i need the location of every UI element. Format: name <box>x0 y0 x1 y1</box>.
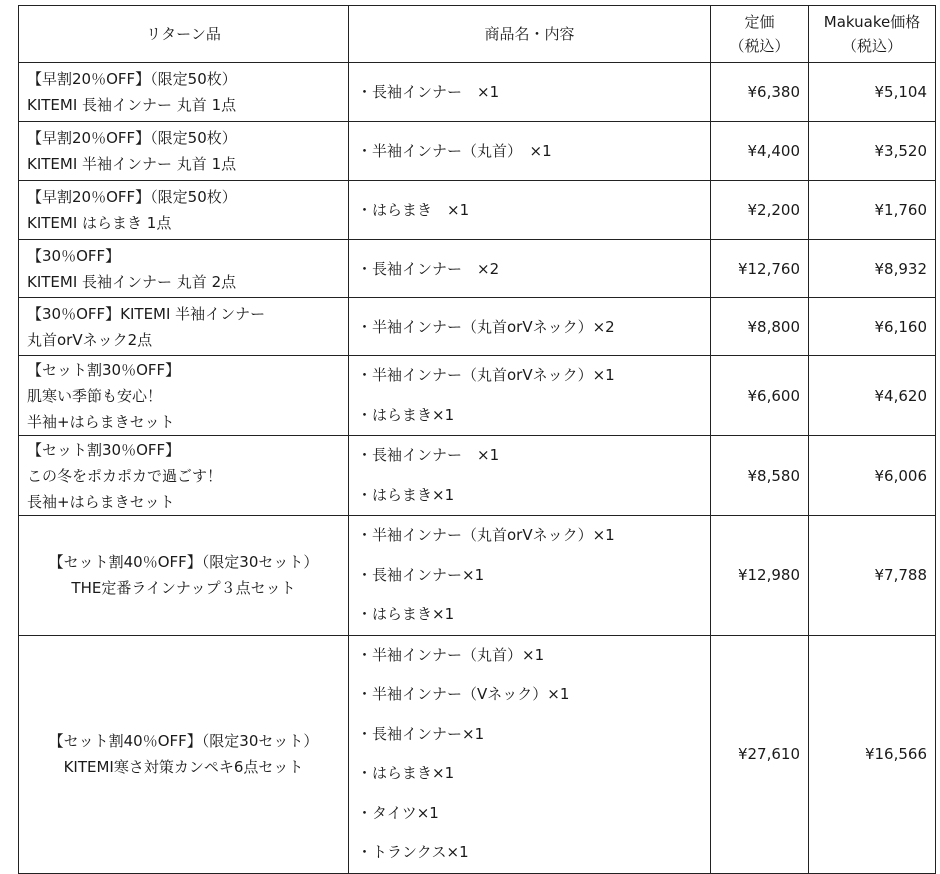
item-cell <box>19 63 349 122</box>
table-row <box>19 122 936 181</box>
item-line: 【早割20％OFF】（限定50枚） <box>27 188 237 206</box>
header-makuake-price <box>809 6 936 63</box>
table-row <box>19 181 936 240</box>
list-price: ¥27,610 <box>711 635 809 873</box>
makuake-price: ¥1,760 <box>809 181 936 240</box>
contents-line: ・半袖インナー（Vネック）×1 <box>357 685 570 703</box>
list-price: ¥6,600 <box>711 356 809 436</box>
contents-cell <box>349 635 711 873</box>
list-price: ¥12,980 <box>711 516 809 636</box>
item-line: 半袖+はらまきセット <box>27 412 175 431</box>
contents-line: ・長袖インナー×1 <box>357 565 485 584</box>
item-cell <box>19 240 349 298</box>
item-line: KITEMI寒さ対策カンペキ6点セット <box>63 758 304 776</box>
item-line: THE定番ラインナップ３点セット <box>71 579 296 598</box>
makuake-price: ¥4,620 <box>809 356 936 436</box>
item-line: 【セット割40％OFF】（限定30セット） <box>48 732 319 750</box>
item-line: 【セット割30％OFF】 <box>27 440 181 459</box>
item-cell <box>19 181 349 240</box>
list-price: ¥6,380 <box>711 63 809 122</box>
contents-line: ・長袖インナー×1 <box>357 724 485 743</box>
list-price: ¥8,580 <box>711 436 809 516</box>
item-line: 長袖+はらまきセット <box>27 492 175 511</box>
table-row <box>19 356 936 436</box>
item-cell <box>19 122 349 181</box>
contents-cell <box>349 356 711 436</box>
contents-line: ・半袖インナー（丸首orVネック）×1 <box>357 366 615 384</box>
item-line: 【セット割40％OFF】（限定30セット） <box>48 553 319 572</box>
contents-cell <box>349 181 711 240</box>
table-body <box>19 63 936 874</box>
item-line: この冬をポカポカで過ごす！ <box>27 466 223 485</box>
contents-cell <box>349 436 711 516</box>
header-list-price-label: 定価 <box>744 13 775 31</box>
contents-line: ・はらまき ×1 <box>357 201 470 219</box>
makuake-price: ¥16,566 <box>809 635 936 873</box>
contents-line: ・半袖インナー（丸首orVネック）×1 <box>357 526 615 544</box>
contents-line: ・はらまき×1 <box>357 405 455 424</box>
table-row <box>19 298 936 356</box>
contents-cell <box>349 122 711 181</box>
contents-line: ・タイツ×1 <box>357 803 439 822</box>
list-price: ¥8,800 <box>711 298 809 356</box>
item-cell <box>19 436 349 516</box>
item-line: 【30％OFF】KITEMI 半袖インナー <box>27 304 266 323</box>
contents-cell <box>349 240 711 298</box>
table-header <box>19 6 936 63</box>
makuake-price: ¥7,788 <box>809 516 936 636</box>
contents-cell <box>349 516 711 636</box>
contents-line: ・半袖インナー（丸首orVネック）×2 <box>357 317 615 336</box>
contents-line: ・半袖インナー（丸首）×1 <box>357 645 545 664</box>
item-cell <box>19 356 349 436</box>
item-line: 【早割20％OFF】（限定50枚） <box>27 70 237 88</box>
contents-line: ・はらまき×1 <box>357 764 455 782</box>
header-list-price <box>711 6 809 63</box>
contents-cell <box>349 63 711 122</box>
header-item: リターン品 <box>19 6 349 63</box>
item-line: 丸首orVネック2点 <box>27 330 153 349</box>
contents-line: ・半袖インナー（丸首） ×1 <box>357 142 552 160</box>
item-line: 【セット割30％OFF】 <box>27 360 181 379</box>
contents-line: ・長袖インナー ×1 <box>357 83 500 101</box>
list-price: ¥2,200 <box>711 181 809 240</box>
header-makuake-price-label: Makuake価格 <box>823 13 921 31</box>
item-cell <box>19 516 349 636</box>
item-line: KITEMI 長袖インナー 丸首 2点 <box>27 272 237 291</box>
contents-line: ・長袖インナー ×1 <box>357 446 500 464</box>
makuake-price: ¥5,104 <box>809 63 936 122</box>
table-row <box>19 635 936 873</box>
header-contents: 商品名・内容 <box>349 6 711 63</box>
header-makuake-price-tax-note: （税込） <box>841 37 902 55</box>
contents-line: ・はらまき×1 <box>357 485 455 504</box>
item-line: 【30％OFF】 <box>27 246 121 265</box>
header-list-price-tax-note: （税込） <box>729 37 790 55</box>
contents-cell <box>349 298 711 356</box>
item-cell <box>19 635 349 873</box>
table-row <box>19 436 936 516</box>
makuake-price: ¥6,160 <box>809 298 936 356</box>
table-row <box>19 516 936 636</box>
makuake-price: ¥8,932 <box>809 240 936 298</box>
header-row <box>19 6 936 63</box>
contents-line: ・トランクス×1 <box>357 843 469 861</box>
table-row <box>19 63 936 122</box>
item-line: 【早割20％OFF】（限定50枚） <box>27 129 237 147</box>
item-line: KITEMI 長袖インナー 丸首 1点 <box>27 96 237 114</box>
contents-line: ・長袖インナー ×2 <box>357 259 500 278</box>
item-line: KITEMI はらまき 1点 <box>27 214 172 232</box>
table-row <box>19 240 936 298</box>
item-line: 肌寒い季節も安心！ <box>27 386 163 405</box>
list-price: ¥4,400 <box>711 122 809 181</box>
return-items-table <box>18 5 936 874</box>
item-cell <box>19 298 349 356</box>
item-line: KITEMI 半袖インナー 丸首 1点 <box>27 155 237 173</box>
makuake-price: ¥6,006 <box>809 436 936 516</box>
contents-line: ・はらまき×1 <box>357 605 455 623</box>
makuake-price: ¥3,520 <box>809 122 936 181</box>
list-price: ¥12,760 <box>711 240 809 298</box>
